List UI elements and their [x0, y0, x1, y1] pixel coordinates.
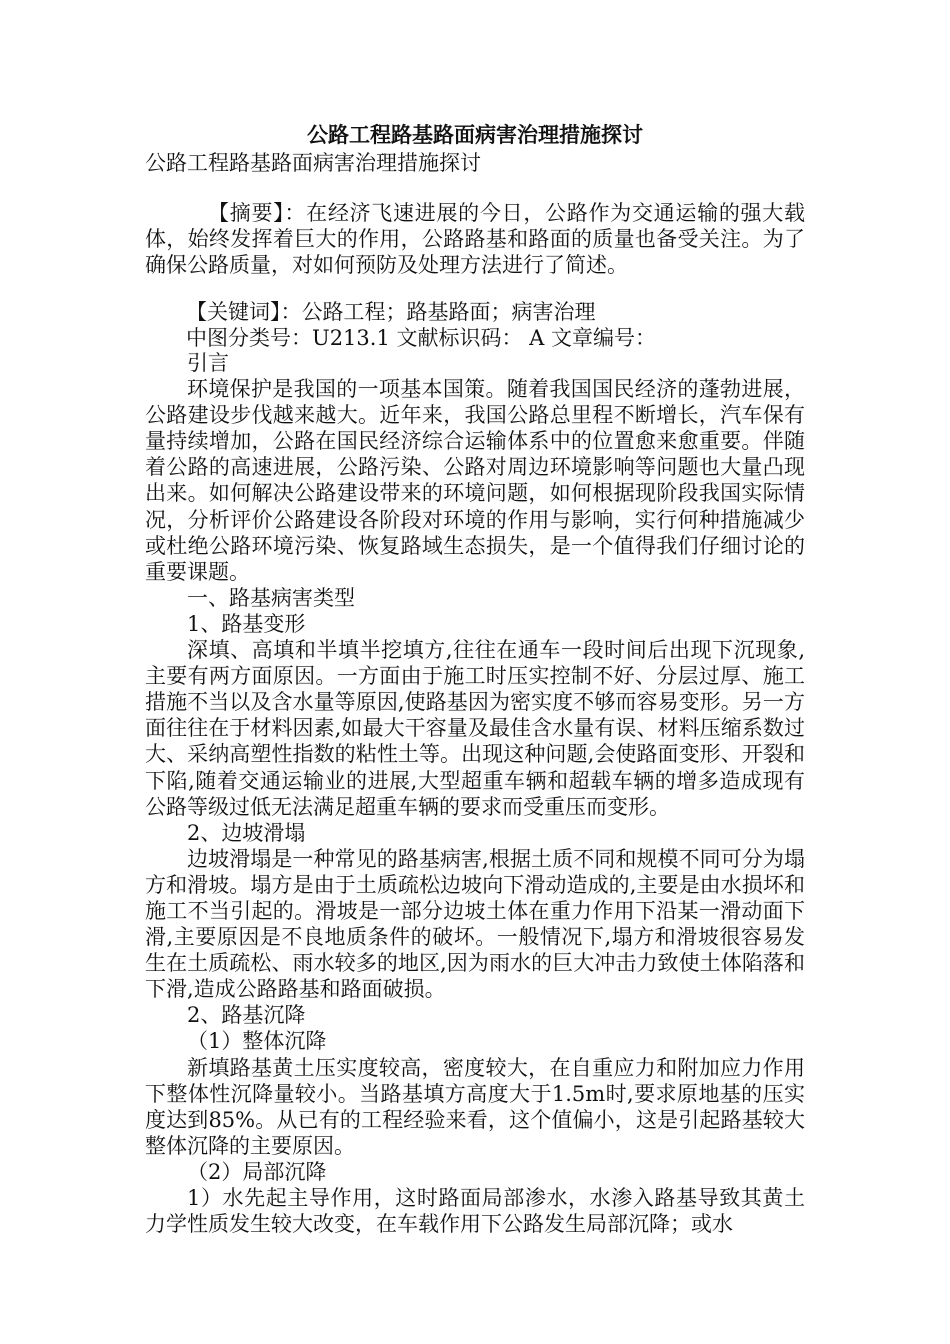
- subsection-heading-settlement: 2、路基沉降: [187, 1003, 306, 1028]
- settlement-local-heading: （2）局部沉降: [187, 1159, 327, 1184]
- subsection-heading-deformation: 1、路基变形: [187, 611, 306, 636]
- document-title: 公路工程路基路面病害治理措施探讨: [307, 122, 643, 147]
- abstract-paragraph: 【摘要】：在经济飞速进展的今日，公路作为交通运输的强大载体，始终发挥着巨大的作用，公路路基和路面的质量也备受关注。为了确保公路质量，对如何预防及处理方法进行了简述。: [145, 201, 805, 278]
- keywords-line: 【关键词】：公路工程；路基路面；病害治理: [186, 300, 596, 324]
- settlement-local-paragraph: 1）水先起主导作用，这时路面局部渗水，水渗入路基导致其黄土力学性质发生较大改变，在车载作用下公路发生局部沉降；或水: [145, 1186, 805, 1237]
- subsection-heading-slope: 2、边坡滑塌: [187, 820, 306, 845]
- deformation-paragraph: 深填、高填和半填半挖填方,往往在通车一段时间后出现下沉现象,主要有两方面原因。一方面由于施工时压实控制不好、分层过厚、施工措施不当以及含水量等原因,使路基因为密实度不够而容易变形。另一方面往往在于材料因素,如最大干容量及最佳含水量有误、材料压缩系数过大、采纳高塑性指数的粘性土等。出现这种问题,会使路面变形、开裂和下陷,随着交通运输业的进展,大型超重车辆和超载车辆的增多造成现有公路等级过低无法满足超重车辆的要求而受重压而变形。: [145, 638, 805, 819]
- section-heading-1: 一、路基病害类型: [187, 585, 355, 610]
- intro-paragraph: 环境保护是我国的一项基本国策。随着我国国民经济的蓬勃进展，公路建设步伐越来越大。近年来，我国公路总里程不断增长，汽车保有量持续增加，公路在国民经济综合运输体系中的位置愈来愈重要。伴随着公路的高速进展，公路污染、公路对周边环境影响等问题也大量凸现出来。如何解决公路建设带来的环境问题，如何根据现阶段我国实际情况，分析评价公路建设各阶段对环境的作用与影响，实行何种措施减少或杜绝公路环境污染、恢复路域生态损失，是一个值得我们仔细讨论的重要课题。: [145, 377, 805, 584]
- abstract-block: [145, 200, 805, 278]
- classification-line: 中图分类号：U213.1 文献标识码： A 文章编号：: [186, 326, 657, 350]
- settlement-overall-paragraph: 新填路基黄土压实度较高，密度较大，在自重应力和附加应力作用下整体性沉降量较小。当路基填方高度大于1.5m时,要求原地基的压实度达到85%。从已有的工程经验来看，这个值偏小，这是引起路基较大整体沉降的主要原因。: [145, 1055, 805, 1158]
- settlement-overall-heading: （1）整体沉降: [187, 1029, 327, 1054]
- intro-heading: 引言: [187, 351, 229, 375]
- slope-paragraph: 边坡滑塌是一种常见的路基病害,根据土质不同和规模不同可分为塌方和滑坡。塌方是由于土质疏松边坡向下滑动造成的,主要是由水损坏和施工不当引起的。滑坡是一部分边坡土体在重力作用下沿某一滑动面下滑,主要原因是不良地质条件的破坏。一般情况下,塌方和滑坡很容易发生在土质疏松、雨水较多的地区,因为雨水的巨大冲击力致使土体陷落和下滑,造成公路路基和路面破损。: [145, 846, 805, 1002]
- document-subtitle: 公路工程路基路面病害治理措施探讨: [145, 151, 481, 175]
- body-text: [145, 350, 805, 1237]
